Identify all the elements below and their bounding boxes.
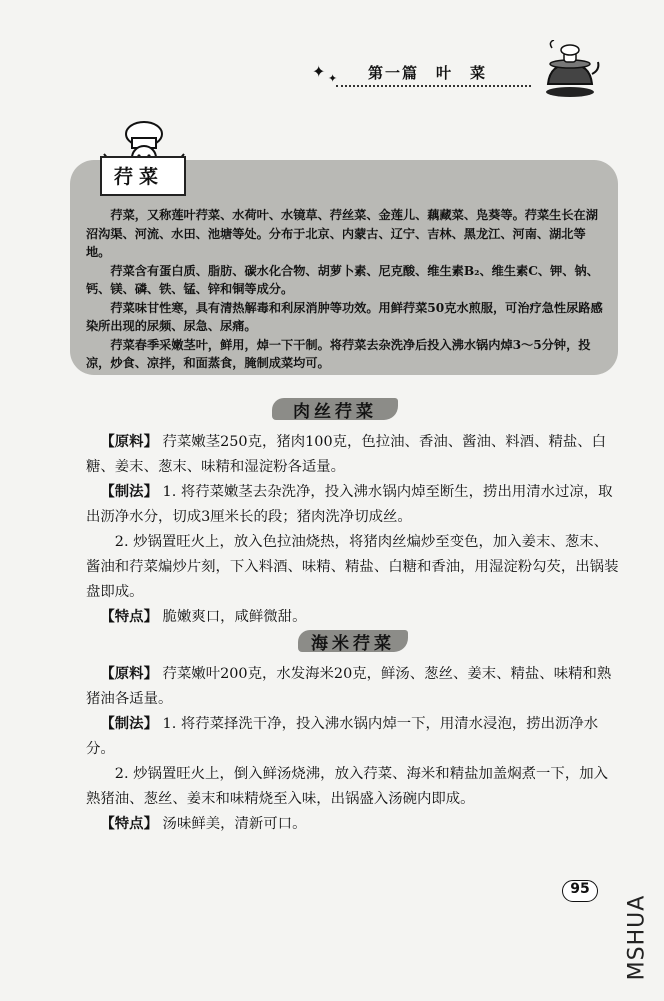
intro-paragraph: 荇菜，又称莲叶荇菜、水荷叶、水镜草、荇丝菜、金莲儿、藕藏菜、凫葵等。荇菜生长在湖沼沟渠、河流、水田、池塘等处。分布于北京、内蒙古、辽宁、吉林、黑龙江、河南、湖北等地。 (86, 208, 598, 259)
method-step: 1. 将荇菜嫩茎去杂洗净，投入沸水锅内焯至断生，捞出用清水过凉，取出沥净水分，切成3厘米长的段；猪肉洗净切成丝。 (86, 484, 613, 525)
sparkle-small-icon: ✦ (328, 72, 338, 85)
feature-text: 汤味鲜美，清新可口。 (162, 816, 307, 832)
recipe-body (86, 430, 621, 630)
intro-paragraph: 荇菜春季采嫩茎叶，鲜用，焯一下干制。将荇菜去杂洗净后投入沸水锅内焯3～5分钟，投凉，炒食、凉拌，和面蒸食，腌制成菜均可。 (86, 337, 591, 370)
method-step: 2. 炒锅置旺火上，倒入鲜汤烧沸，放入荇菜、海米和精盐加盖焖煮一下，加入熟猪油、葱丝、姜末和味精烧至入味，出锅盛入汤碗内即成。 (86, 766, 608, 807)
feature-tag: 【特点】 (100, 609, 158, 625)
recipe-body (86, 662, 621, 837)
recipe-title: 海米荇菜 (311, 634, 395, 654)
ingredients-text: 荇菜嫩茎250克，猪肉100克，色拉油、香油、酱油、料酒、精盐、白糖、姜末、葱末、味精和湿淀粉各适量。 (86, 434, 607, 475)
recipe-title-banner (272, 394, 398, 424)
recipe-title: 肉丝荇菜 (293, 402, 377, 422)
intro-paragraph: 荇菜含有蛋白质、脂肪、碳水化合物、胡萝卜素、尼克酸、维生素B₂、维生素C、钾、钠、钙、镁、磷、铁、锰、锌和铜等成分。 (86, 263, 599, 296)
method-step: 1. 将荇菜择洗干净，投入沸水锅内焯一下，用清水浸泡，捞出沥净水分。 (86, 716, 599, 757)
watermark (622, 890, 652, 990)
method-step: 2. 炒锅置旺火上，放入色拉油烧热，将猪肉丝煸炒至变色，加入姜末、葱末、酱油和荇菜煸炒片刻，下入料酒、味精、精盐、白糖和香油，用湿淀粉勾芡，出锅装盘即成。 (86, 534, 619, 600)
feature-text: 脆嫩爽口，咸鲜微甜。 (162, 609, 307, 625)
ingredients-text: 荇菜嫩叶200克，水发海米20克，鲜汤、葱丝、姜末、精盐、味精和熟猪油各适量。 (86, 666, 612, 707)
ingredients-line (86, 662, 621, 712)
method-tag: 【制法】 (100, 484, 158, 500)
ingredients-line (86, 430, 621, 480)
chef-pot-icon (540, 40, 602, 98)
header-dotted-rule (336, 85, 531, 87)
page-number-badge (556, 878, 606, 904)
method-line (86, 712, 621, 762)
method-line (86, 480, 621, 530)
method-tag: 【制法】 (100, 716, 158, 732)
page-number: 95 (570, 881, 590, 897)
watermark-text: MSHUA (624, 894, 650, 981)
running-header (300, 58, 570, 94)
sparkle-icon: ✦ (312, 62, 326, 81)
section-title: 第一篇 叶 菜 (368, 64, 488, 82)
ingredients-tag: 【原料】 (100, 434, 158, 450)
intro-text (86, 206, 608, 373)
feature-line (86, 812, 621, 837)
intro-paragraph: 荇菜味甘性寒，具有清热解毒和利尿消肿等功效。用鲜荇菜50克水煎服，可治疗急性尿路感染所出现的尿频、尿急、尿痛。 (86, 300, 603, 333)
vegetable-name: 荇菜 (114, 166, 165, 188)
ingredients-tag: 【原料】 (100, 666, 158, 682)
feature-tag: 【特点】 (100, 816, 158, 832)
vegetable-name-card (100, 156, 186, 196)
recipe-title-banner (298, 626, 408, 656)
